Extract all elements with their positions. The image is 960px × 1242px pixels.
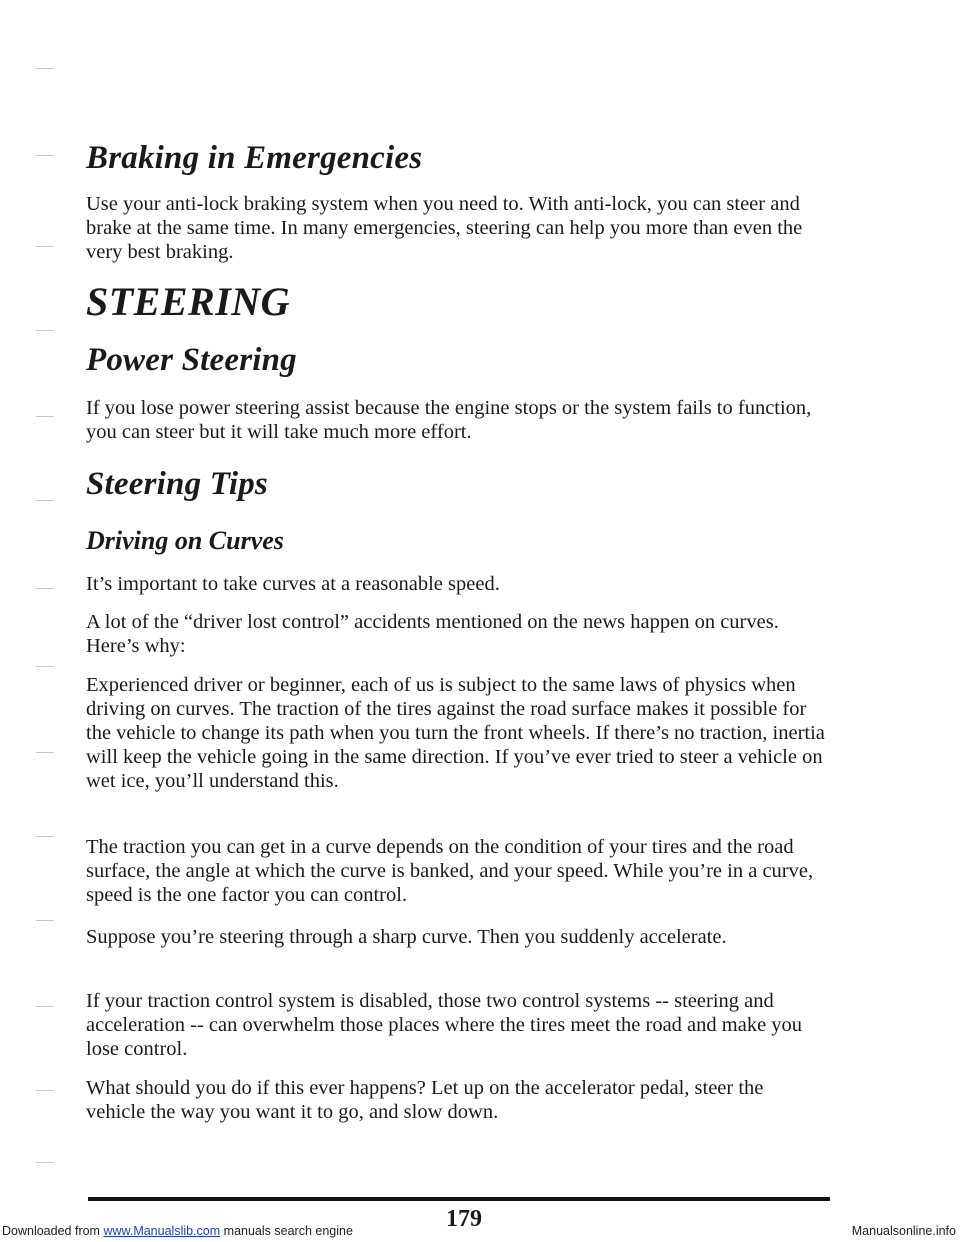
page-number: 179 bbox=[446, 1206, 482, 1232]
download-attribution bbox=[2, 1224, 353, 1238]
curves-paragraph: It’s important to take curves at a reasonable speed. bbox=[86, 573, 500, 595]
curves-paragraph: What should you do if this ever happens? Let up on the accelerator pedal, steer the vehicle the way you want it to go, and slow down. bbox=[86, 1077, 764, 1123]
attribution-prefix: Downloaded from bbox=[2, 1224, 100, 1238]
curves-paragraph: A lot of the “driver lost control” accidents mentioned on the news happen on curves. Here’s why: bbox=[86, 611, 779, 657]
power-steering-heading: Power Steering bbox=[86, 342, 297, 378]
curves-paragraph: If your traction control system is disabled, those two control systems -- steering and acceleration -- can overwhelm those places where the tires meet the road and make you lose control. bbox=[86, 990, 803, 1060]
watermark-text: Manualsonline.info bbox=[851, 1224, 956, 1238]
margin-marks bbox=[0, 0, 80, 1242]
steering-tips-heading: Steering Tips bbox=[86, 466, 268, 502]
curves-paragraph: Experienced driver or beginner, each of us is subject to the same laws of physics when driving on curves. The traction of the tires against the road surface makes it possible for the vehicle to change its path when you turn the front wheels. If there’s no traction, inertia will keep the vehicle going in the same direction. If you’ve ever tried to steer a vehicle on wet ice, you’ll understand this. bbox=[86, 674, 825, 792]
power-steering-paragraph: If you lose power steering assist because the engine stops or the system fails to function, you can steer but it will take much more effort. bbox=[86, 397, 812, 443]
curves-paragraph: Suppose you’re steering through a sharp curve. Then you suddenly accelerate. bbox=[86, 926, 727, 948]
manualslib-link[interactable]: www.Manualslib.com bbox=[103, 1224, 221, 1238]
driving-on-curves-heading: Driving on Curves bbox=[86, 526, 284, 555]
braking-heading: Braking in Emergencies bbox=[86, 140, 423, 176]
braking-paragraph: Use your anti-lock braking system when you need to. With anti-lock, you can steer and brake at the same time. In many emergencies, steering can help you more than even the very best braking. bbox=[86, 193, 803, 263]
attribution-suffix: manuals search engine bbox=[223, 1224, 353, 1238]
curves-paragraph: The traction you can get in a curve depends on the condition of your tires and the road surface, the angle at which the curve is banked, and your speed. While you’re in a curve, speed is the one factor you can control. bbox=[86, 836, 814, 906]
footer-rule bbox=[88, 1197, 830, 1201]
steering-section-heading: STEERING bbox=[86, 279, 291, 324]
